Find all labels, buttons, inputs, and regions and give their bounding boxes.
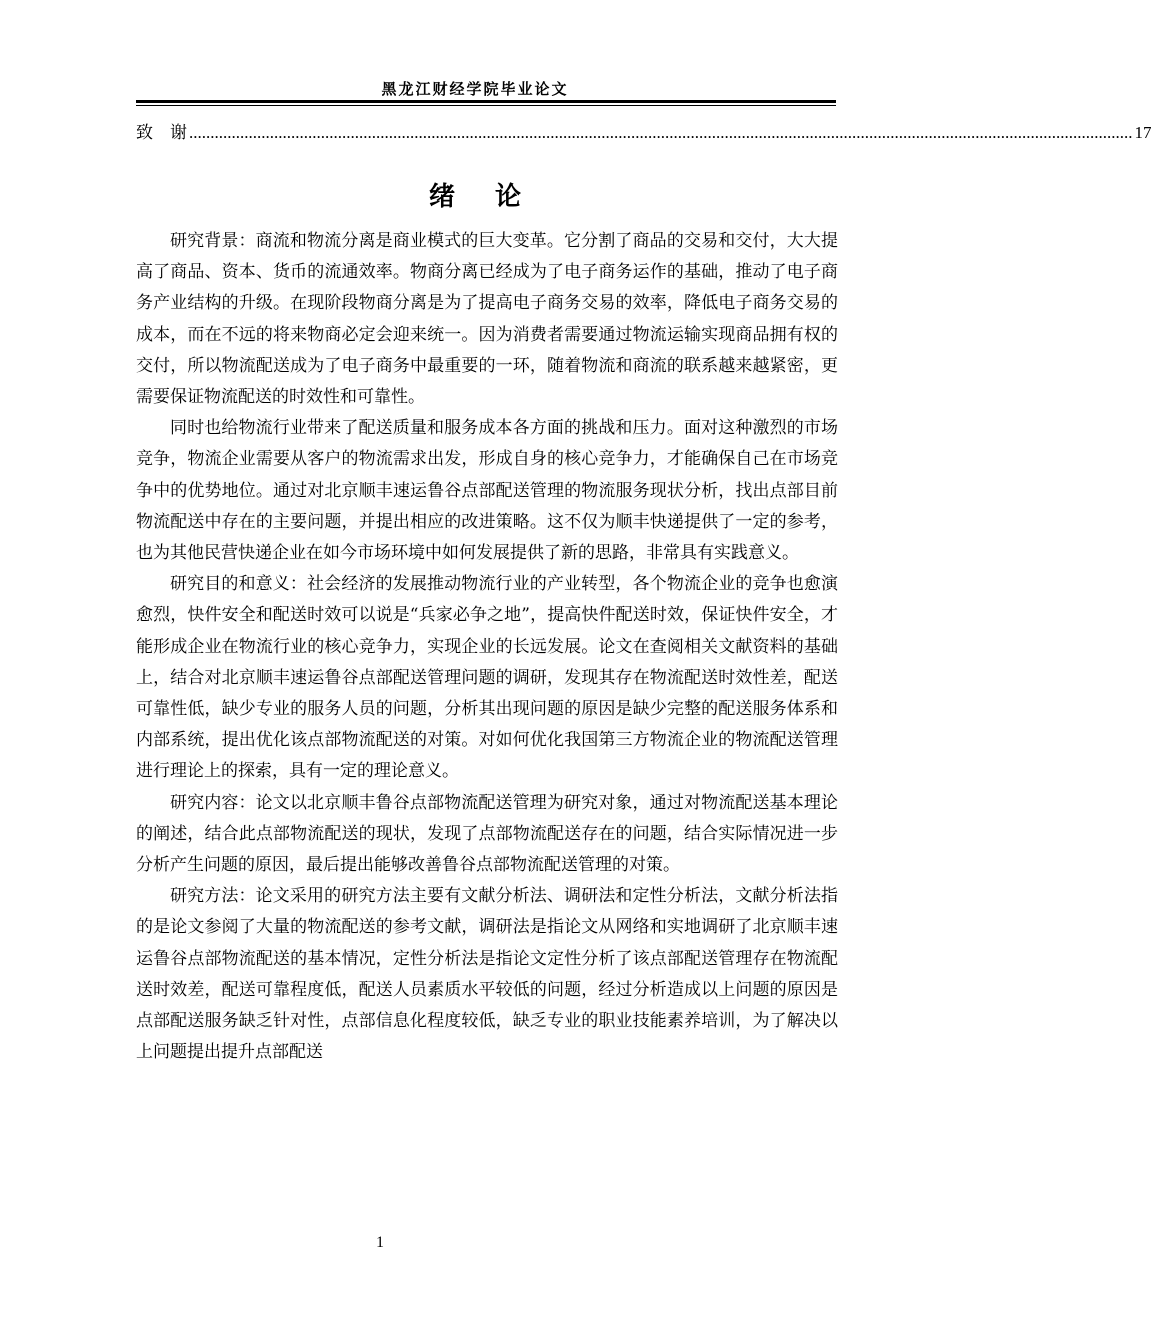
paragraph-purpose: 研究目的和意义：社会经济的发展推动物流行业的产业转型，各个物流企业的竞争也愈演愈烈，快件安全和配送时效可以说是“兵家必争之地”，提高快件配送时效，保证快件安全，才能形成企业在物流行业的核心竞争力，实现企业的长远发展。论文在查阅相关文献资料的基础上，结合对北京顺丰速运鲁谷点部配送管理问题的调研，发现其存在物流配送时效性差，配送可靠性低，缺少专业的服务人员的问题，分析其出现问题的原因是缺少完整的配送服务体系和内部系统，提出优化该点部物流配送的对策。对如何优化我国第三方物流企业的物流配送管理进行理论上的探索，具有一定的理论意义。 — [136, 574, 838, 782]
toc-entry-leader: .............................................................................................................................................................................................................................. — [189, 123, 1133, 142]
header-rule-thick — [136, 100, 836, 103]
section-title: 绪论 — [428, 182, 561, 212]
header-rule-thin — [136, 105, 836, 106]
paragraph-methods: 研究方法：论文采用的研究方法主要有文献分析法、调研法和定性分析法，文献分析法指的是论文参阅了大量的物流配送的参考文献，调研法是指论文从网络和实地调研了北京顺丰速运鲁谷点部物流配送的基本情况，定性分析法是指论文定性分析了该点部配送管理存在物流配送时效差，配送可靠程度低，配送人员素质水平较低的问题，经过分析造成以上问题的原因是点部配送服务缺乏针对性，点部信息化程度较低，缺乏专业的职业技能素养培训，为了解决以上问题提出提升点部配送 — [136, 886, 838, 1063]
page-number: 1 — [376, 1234, 384, 1251]
body-content — [136, 226, 838, 1068]
toc-entry-page: 17 — [1134, 123, 1152, 142]
toc-entry-label: 致 谢 — [136, 123, 187, 142]
paragraph-content: 研究内容：论文以北京顺丰鲁谷点部物流配送管理为研究对象，通过对物流配送基本理论的阐述，结合此点部物流配送的现状，发现了点部物流配送存在的问题，结合实际情况进一步分析产生问题的原因，最后提出能够改善鲁谷点部物流配送管理的对策。 — [136, 792, 838, 876]
paragraph-background: 研究背景：商流和物流分离是商业模式的巨大变革。它分割了商品的交易和交付，大大提高了商品、资本、货币的流通效率。物商分离已经成为了电子商务运作的基础，推动了电子商务产业结构的升级。在现阶段物商分离是为了提高电子商务交易的效率，降低电子商务交易的成本，而在不远的将来物商必定会迎来统一。因为消费者需要通过物流运输实现商品拥有权的交付，所以物流配送成为了电子商务中最重要的一环，随着物流和商流的联系越来越紧密，更需要保证物流配送的时效性和可靠性。 — [136, 231, 838, 408]
toc-entry[interactable] — [136, 118, 1152, 144]
paragraph-challenges: 同时也给物流行业带来了配送质量和服务成本各方面的挑战和压力。面对这种激烈的市场竞争，物流企业需要从客户的物流需求出发，形成自身的核心竞争力，才能确保自己在市场竞争中的优势地位。通过对北京顺丰速运鲁谷点部配送管理的物流服务现状分析，找出点部目前物流配送中存在的主要问题，并提出相应的改进策略。这不仅为顺丰快递提供了一定的参考，也为其他民营快递企业在如今市场环境中如何发展提供了新的思路，非常具有实践意义。 — [136, 418, 838, 564]
page-header-title: 黑龙江财经学院毕业论文 — [381, 80, 569, 98]
